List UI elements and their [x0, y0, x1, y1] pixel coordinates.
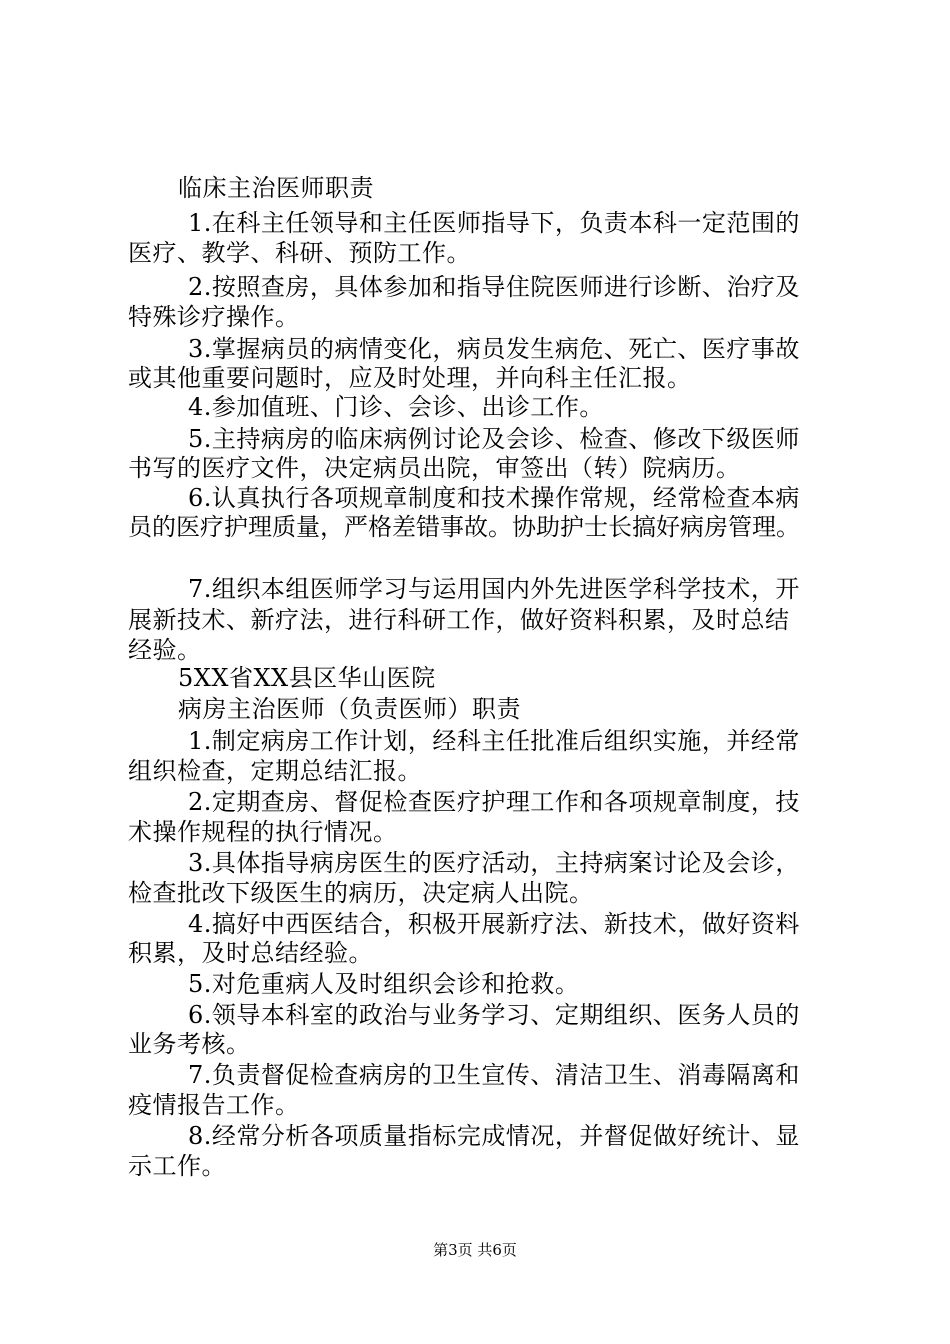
paragraph-line: 3.掌握病员的病情变化，病员发生病危、死亡、医疗事故 — [188, 335, 800, 363]
paragraph-line: 6.领导本科室的政治与业务学习、定期组织、医务人员的 — [188, 1001, 800, 1029]
paragraph-line: 1.制定病房工作计划，经科主任批准后组织实施，并经常 — [188, 727, 800, 755]
hospital-name: 5XX省XX县区华山医院 — [178, 664, 436, 692]
paragraph-line: 3.具体指导病房医生的医疗活动，主持病案讨论及会诊， — [188, 849, 800, 877]
paragraph-line: 或其他重要问题时，应及时处理，并向科主任汇报。 — [128, 364, 692, 392]
paragraph-line: 4.参加值班、门诊、会诊、出诊工作。 — [188, 393, 604, 421]
paragraph-line: 员的医疗护理质量，严格差错事故。协助护士长搞好病房管理。 — [128, 513, 800, 541]
paragraph-line: 术操作规程的执行情况。 — [128, 818, 398, 846]
paragraph-line: 疫情报告工作。 — [128, 1091, 300, 1119]
paragraph-line: 8.经常分析各项质量指标完成情况，并督促做好统计、显 — [188, 1122, 800, 1150]
paragraph-line: 7.组织本组医师学习与运用国内外先进医学科学技术，开 — [188, 575, 800, 603]
paragraph-line: 展新技术、新疗法，进行科研工作，做好资料积累，及时总结 — [128, 606, 790, 634]
paragraph-line: 1.在科主任领导和主任医师指导下，负责本科一定范围的 — [188, 209, 800, 237]
paragraph-line: 2.定期查房、督促检查医疗护理工作和各项规章制度，技 — [188, 788, 800, 816]
section-title-clinical-attending: 临床主治医师职责 — [178, 174, 374, 202]
paragraph-line: 检查批改下级医生的病历，决定病人出院。 — [128, 879, 594, 907]
section-title-ward-attending: 病房主治医师（负责医师）职责 — [178, 695, 521, 723]
paragraph-line: 5.主持病房的临床病例讨论及会诊、检查、修改下级医师 — [188, 425, 800, 453]
paragraph-line: 业务考核。 — [128, 1030, 251, 1058]
paragraph-line: 积累，及时总结经验。 — [128, 939, 373, 967]
paragraph-line: 特殊诊疗操作。 — [128, 303, 300, 331]
paragraph-line: 书写的医疗文件，决定病员出院，审签出（转）院病历。 — [128, 454, 741, 482]
paragraph-line: 4.搞好中西医结合，积极开展新疗法、新技术，做好资料 — [188, 910, 800, 938]
paragraph-line: 示工作。 — [128, 1152, 226, 1180]
paragraph-line: 6.认真执行各项规章制度和技术操作常规，经常检查本病 — [188, 484, 800, 512]
paragraph-line: 经验。 — [128, 636, 202, 664]
page-number-footer: 第3页 共6页 — [433, 1241, 517, 1259]
paragraph-line: 5.对危重病人及时组织会诊和抢救。 — [188, 970, 580, 998]
paragraph-line: 组织检查，定期总结汇报。 — [128, 757, 422, 785]
paragraph-line: 7.负责督促检查病房的卫生宣传、清洁卫生、消毒隔离和 — [188, 1061, 800, 1089]
paragraph-line: 医疗、教学、科研、预防工作。 — [128, 239, 471, 267]
paragraph-line: 2.按照查房，具体参加和指导住院医师进行诊断、治疗及 — [188, 273, 800, 301]
